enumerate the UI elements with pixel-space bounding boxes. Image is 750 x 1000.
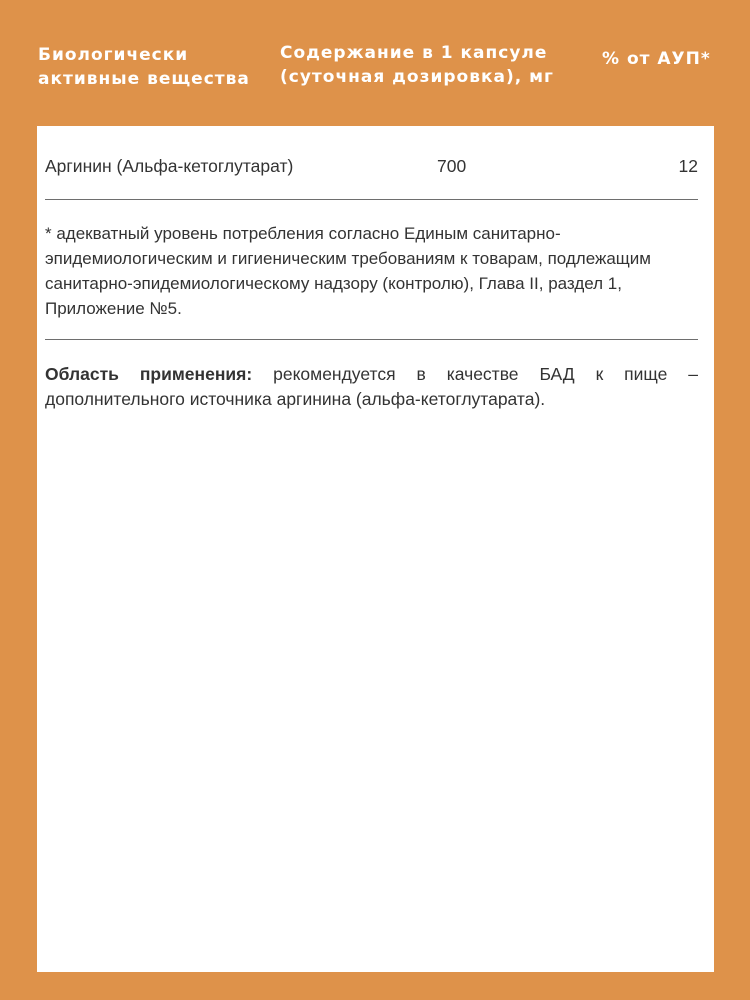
usage-text: рекомендуется в качестве БАД к пище – дополнительного источника аргинина (альфа-кетоглутарата).: [45, 364, 698, 409]
table-header: [0, 0, 750, 126]
header-content-line1: Содержание в 1 капсуле: [280, 43, 548, 63]
divider: [45, 339, 698, 340]
header-percent: % от АУП*: [602, 49, 711, 69]
header-substances: [38, 43, 258, 91]
header-substances-line2: активные вещества: [38, 69, 250, 89]
usage-label: Область применения:: [45, 364, 253, 384]
footnote: * адекватный уровень потребления согласно Единым санитарно-эпидемиологическим и гигиеническим требованиям к товарам, подлежащим санитарно-эпидемиологическому надзору (контролю), Глава II, раздел 1, Приложение №5.: [45, 224, 651, 318]
divider: [45, 199, 698, 200]
row-amount: 700: [437, 156, 467, 176]
table-row: [45, 156, 698, 182]
row-percent: 12: [678, 156, 698, 176]
usage-paragraph: [45, 362, 698, 412]
header-substances-line1: Биологически: [38, 45, 189, 65]
header-content: [280, 41, 570, 89]
header-content-line2: (суточная дозировка), мг: [280, 67, 554, 87]
row-substance-name: Аргинин (Альфа-кетоглутарат): [45, 156, 294, 176]
content-panel: [37, 126, 714, 972]
